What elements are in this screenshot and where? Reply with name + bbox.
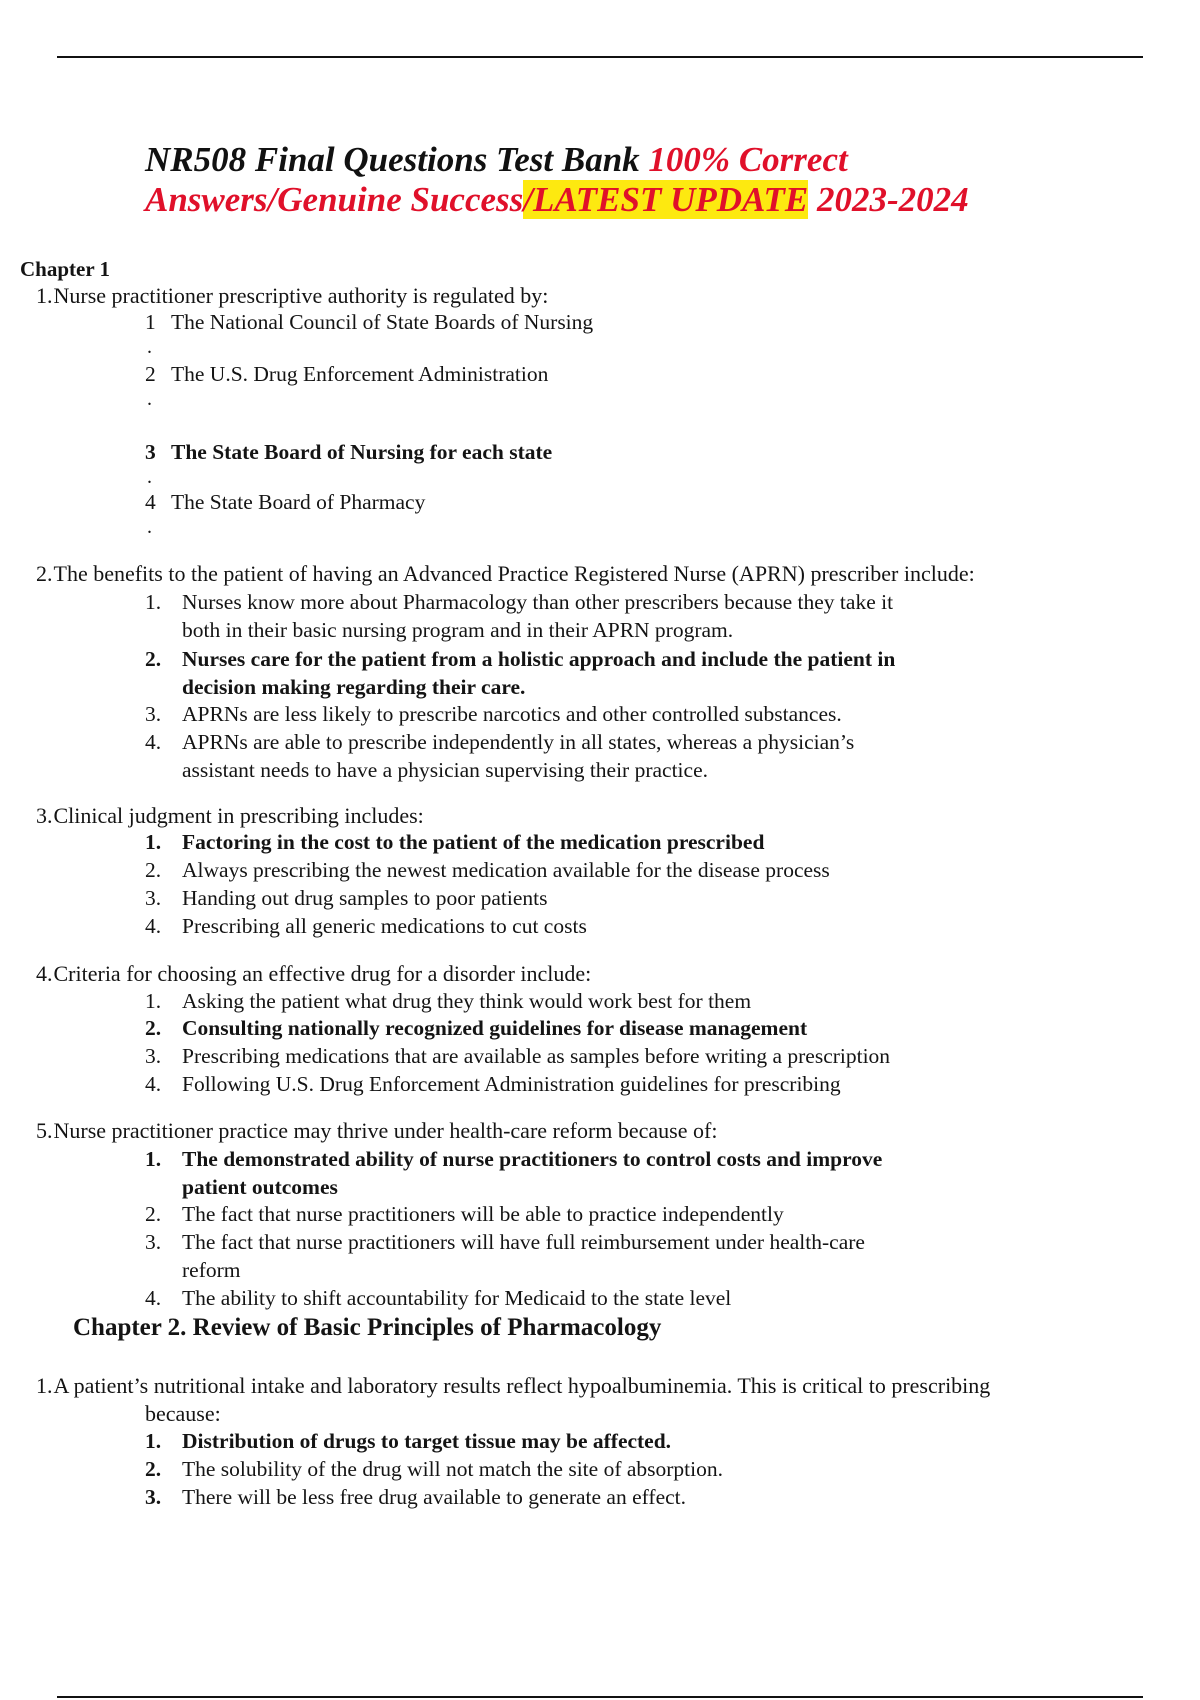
question-5 — [36, 1117, 717, 1145]
option-number: 3. — [145, 702, 162, 726]
option-number: 1. — [145, 989, 162, 1013]
title-part-1: NR508 Final Questions Test Bank — [145, 140, 649, 179]
option-text: APRNs are less likely to prescribe narcotics and other controlled substances. — [182, 702, 842, 726]
option-number: 1. — [145, 1429, 162, 1453]
option-number: 2. — [145, 1016, 162, 1040]
question-text: Criteria for choosing an effective drug for a disorder include: — [53, 961, 592, 986]
title-part-5: 2023-2024 — [808, 180, 969, 219]
option-dot: . — [147, 466, 152, 488]
question-3 — [36, 802, 424, 830]
option-number: 3. — [145, 1485, 162, 1509]
question-4 — [36, 960, 591, 988]
option-text: The U.S. Drug Enforcement Administration — [171, 362, 549, 386]
option-text: reform — [182, 1258, 241, 1282]
title-highlight: /LATEST UPDATE — [523, 180, 809, 219]
option-number: 1. — [145, 1147, 162, 1171]
option-text: Distribution of drugs to target tissue may be affected. — [182, 1429, 672, 1453]
option-text: Consulting nationally recognized guidelines for disease management — [182, 1016, 808, 1040]
question-number: 1. — [36, 1373, 53, 1398]
option-text: Handing out drug samples to poor patients — [182, 886, 548, 910]
option-text: assistant needs to have a physician supervising their practice. — [182, 758, 708, 782]
option-dot: . — [147, 388, 152, 410]
option-text: The ability to shift accountability for Medicaid to the state level — [182, 1286, 732, 1310]
option-number: 3. — [145, 886, 162, 910]
option-text: decision making regarding their care. — [182, 675, 526, 699]
question-text-continued: because: — [145, 1401, 221, 1426]
question-number: 3. — [36, 803, 53, 828]
option-text: Following U.S. Drug Enforcement Administration guidelines for prescribing — [182, 1072, 841, 1096]
option-text: Prescribing all generic medications to cut costs — [182, 914, 587, 938]
option-number: 4. — [145, 730, 162, 754]
question-number: 5. — [36, 1118, 53, 1143]
option-text: Nurses care for the patient from a holistic approach and include the patient in — [182, 647, 896, 671]
document-title — [145, 140, 1145, 220]
option-text: The solubility of the drug will not match the site of absorption. — [182, 1457, 723, 1481]
option-text: The State Board of Nursing for each state — [171, 440, 553, 464]
option-number: 2. — [145, 1202, 162, 1226]
title-part-3: Answers/Genuine Success — [145, 180, 524, 219]
option-text: There will be less free drug available to generate an effect. — [182, 1485, 687, 1509]
option-number: 2. — [145, 647, 162, 671]
option-number: 3. — [145, 1230, 162, 1254]
question-number: 1. — [36, 283, 53, 308]
question-text: A patient’s nutritional intake and laboratory results reflect hypoalbuminemia. This is critical to prescribing — [53, 1373, 991, 1398]
option-text: The State Board of Pharmacy — [171, 490, 426, 514]
option-number: 3 — [145, 440, 156, 464]
question-text: Nurse practitioner prescriptive authority is regulated by: — [53, 283, 549, 308]
option-text: The fact that nurse practitioners will be able to practice independently — [182, 1202, 784, 1226]
option-number: 1. — [145, 590, 162, 614]
option-number: 4. — [145, 1072, 162, 1096]
option-text: Asking the patient what drug they think would work best for them — [182, 989, 752, 1013]
option-number: 3. — [145, 1044, 162, 1068]
option-number: 1. — [145, 830, 162, 854]
question-text: The benefits to the patient of having an Advanced Practice Registered Nurse (APRN) prescriber include: — [53, 561, 975, 586]
option-text: The National Council of State Boards of Nursing — [171, 310, 594, 334]
option-number: 2. — [145, 1457, 162, 1481]
chapter-1-heading: Chapter 1 — [20, 257, 111, 281]
chapter-2-heading: Chapter 2. Review of Basic Principles of Pharmacology — [73, 1314, 662, 1341]
option-number: 4 — [145, 490, 156, 514]
option-number: 2. — [145, 858, 162, 882]
title-part-2: 100% Correct — [648, 140, 848, 179]
option-text: APRNs are able to prescribe independently in all states, whereas a physician’s — [182, 730, 855, 754]
option-text: The demonstrated ability of nurse practitioners to control costs and improve — [182, 1147, 883, 1171]
option-text: The fact that nurse practitioners will have full reimbursement under health-care — [182, 1230, 865, 1254]
question-2 — [36, 560, 975, 588]
option-number: 2 — [145, 362, 156, 386]
question-text: Nurse practitioner practice may thrive under health-care reform because of: — [53, 1118, 718, 1143]
option-number: 1 — [145, 310, 156, 334]
question-1 — [36, 282, 548, 310]
option-text: both in their basic nursing program and in their APRN program. — [182, 618, 734, 642]
option-text: Prescribing medications that are available as samples before writing a prescription — [182, 1044, 891, 1068]
option-text: patient outcomes — [182, 1175, 338, 1199]
question-text: Clinical judgment in prescribing includes: — [53, 803, 424, 828]
top-rule — [57, 56, 1143, 58]
option-text: Nurses know more about Pharmacology than other prescribers because they take it — [182, 590, 894, 614]
option-dot: . — [147, 336, 152, 358]
option-text: Always prescribing the newest medication available for the disease process — [182, 858, 830, 882]
question-number: 2. — [36, 561, 53, 586]
option-number: 4. — [145, 1286, 162, 1310]
question-number: 4. — [36, 961, 53, 986]
bottom-rule — [57, 1696, 1143, 1698]
option-text: Factoring in the cost to the patient of the medication prescribed — [182, 830, 765, 854]
question-1 — [36, 1372, 990, 1400]
option-number: 4. — [145, 914, 162, 938]
option-dot: . — [147, 516, 152, 538]
